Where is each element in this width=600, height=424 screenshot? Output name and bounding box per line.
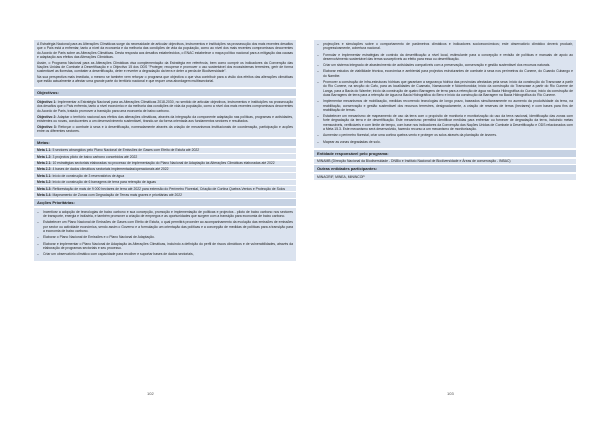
objectives-header: Objectivos: bbox=[34, 89, 296, 96]
left-page bbox=[34, 40, 296, 263]
action-item: – Aumentar o perímetro florestal, criar uma cortina quebra-vento e proteger os solos através da plantação de árvores. bbox=[317, 133, 573, 137]
entity-value: MINAMB (Direcção Nacional da Biodiversidade - DNBio e Instituto Nacional de Biodiversidade e Áreas de conservação - INBAC) bbox=[314, 159, 576, 164]
action-item: – Criar um sistema integrado de abastecimento de actividades compatíveis com a preservação, conservação e gestão sustentável dos recursos naturais. bbox=[317, 63, 573, 67]
meta-row: Meta 3.2: Início de construção de 6 barragens de terra para retenção de águas bbox=[34, 180, 296, 185]
meta-row: Meta 3.3: Reflorestação de mais de 9 000 hectares de terra até 2022 para extensão do Perímetro Florestal, Criação de Cortina Quebra-Ventos e Protecção de Solos bbox=[34, 186, 296, 191]
meta-row: Meta 2.1: 10 estratégias sectoriais elaboradas no processo de implementação do Plano Nacional de Adaptação às Alterações Climáticas elaboradas até 2022 bbox=[34, 161, 296, 166]
intro-paragraph-2: Assim, o Programa Nacional para as Alterações Climáticas visa complementação da Estratégia em referência, bem como cumprir os indicadores da Convenção das Nações Unidas de Combate à Desertificação e o Objectivo 15 dos ODS "Proteger, recuperar e promover o uso sustentável dos ecossistemas terrestres, gerir de forma sustentável as florestas, combater a desertificação, deter e reverter a degradação da terra e deter a perda de Biodiversidade". bbox=[37, 60, 293, 74]
meta-row: Meta 3.4: Mapeamento de Zonas com Degradação de Terras mais graves e prioritárias até 2022 bbox=[34, 192, 296, 197]
participants-header: Outras entidades participantes: bbox=[314, 165, 576, 172]
objective-item: Objectivo 2: Adaptar o território nacional aos efeitos das alterações climáticas, através da integração da componente adaptação nas políticas, programas e actividades, existentes ou novas, conducentes a um desenvolvimento sustentável, tirando-se da forma orientada aos fundamentos sectores e resultados. bbox=[37, 114, 293, 123]
actions-header: Acções Prioritárias: bbox=[34, 199, 296, 206]
intro-paragraph-1: A Estratégia Nacional para as Alterações Climáticas surge da necessidade de articular objectivos, instrumentos e instituições na prossecução dos mais recentes desafios que o País está a enfrentar, tanto a nível da economia e da melhoria das condições de vida da população, como ao nível dos mais recentes compromissos decorrentes do Acordo de Paris sobre as Alterações Climáticas. Desta resposta aos desafios estabelecidos, o ENAC estabelece o mapa político nacional para a mitigação das causas e adaptação aos efeitos das Alterações Climáticas. bbox=[37, 42, 293, 59]
action-item: – Mapear as zonas degradadas de solo. bbox=[317, 140, 573, 144]
action-item: – Estabelecer um Plano Nacional de Emissões de Gases com Efeito de Estufa, o qual permitirá proceder ao acompanhamento da evolução das emissões de emissões por sector ou actividade económica, sendo assim o Governo e a formulação um orientação das políticas e a concepção de medidas de políticas para a transição para a economia de baixo carbono. bbox=[37, 220, 293, 233]
page-number-left: 102 bbox=[147, 391, 154, 396]
participants-value: MINAGRIF, MINEA, MININCOP bbox=[314, 174, 576, 179]
action-item: – Formular e implementar estratégias de controlo da desertificação a nível local, estimulante para a concepção e revisão de políticas e manuais de apoio ao desenvolvimento sustentável das terras susceptíveis ao efeito para essa ou desertificação. bbox=[317, 53, 573, 62]
objective-item: Objectivo 3: Reforçar o combate à seca e à desertificação, nomeadamente através da criação de mecanismos institucionais de coordenação, participação e acções entre os diferentes sectores. bbox=[37, 124, 293, 133]
action-item: – Incentivar a adopção de tecnologias de baixo carbono e sua concepção, promoção e implementação de políticas e projectos - piloto de baixo carbono nos sectores de transporte, energia e indústria, e também promover a criação de empregos e as oportunidades que surgem com a transição para economia de baixo carbono. bbox=[37, 210, 293, 219]
actions-block-left bbox=[34, 208, 296, 261]
meta-row: Meta 3.1: Início de construção de 3 reservatórios de água bbox=[34, 173, 296, 178]
page-number-right: 103 bbox=[447, 391, 454, 396]
objective-item: Objectivo 1: Implementar a Estratégia Nacional para as Alterações Climáticas 2018-2030, no sentido de articular objectivos, instrumentos e instituições na prossecução dos desafios que o País enfrenta, tanto a nível económico e da melhoria das condições de vida da população, como a nível dos mais recentes compromissos decorrentes do Acordo de Paris, tratado promover a transição para uma economia de baixo carbono. bbox=[37, 100, 293, 113]
actions-block-right bbox=[314, 40, 576, 148]
action-item: – Elaborar estudos de viabilidade técnica, económica e ambiental para projectos estruturantes de combate à seca nos perímetros do Cunene, do Cuando Cubango e do Namibe. bbox=[317, 69, 573, 78]
meta-row: Meta 2.2: 4 bases de dados climáticos sectoriais implementadas/operacionais até 2022 bbox=[34, 167, 296, 172]
objectives-block bbox=[34, 98, 296, 137]
metas-header: Metas: bbox=[34, 139, 296, 146]
meta-row: Meta 1.1: 5 sectores abrangidos pelo Plano Nacional de Emissões de Gases com Efeito de Estufa até 2022 bbox=[34, 148, 296, 153]
action-item: – Implementar mecanismos de mobilização, medidas recorrendo tecnologias de longo prazo, baseados simultaneamente no aumento da produtividade da terra, na reabilitação, conservação e gestão sustentável dos recursos terrestres, designadamente, a criação de reservas de terras (hectares) e com bases para fins de reabilitação de terras. bbox=[317, 99, 573, 112]
entity-header: Entidade responsável pelo programa: bbox=[314, 150, 576, 157]
intro-paragraph-3: Na sua perspectiva mais imediata, o mesmo se também vem reforçar o programa que objectiva o que visa contribuir para a visão dos efeitos das alterações climáticas que estão actualmente a afectar uma grande parte do território nacional e que requer uma abordagem multissectorial. bbox=[37, 75, 293, 84]
action-item: – Elaborar e implementar o Plano Nacional de Adaptação às Alterações Climáticas, incluindo a definição do perfil de riscos climáticos e de vulnerabilidades, através da elaboração de programas sectoriais e seu processo. bbox=[37, 242, 293, 251]
action-item: – Elaborar o Plano Nacional de Emissões e o Plano Nacional de Adaptação. bbox=[37, 235, 293, 239]
right-page bbox=[314, 40, 576, 181]
action-item: – Criar um observatório climático com capacidade para recolher e suportar bases de dados sectoriais, bbox=[37, 252, 293, 256]
intro-block bbox=[34, 40, 296, 87]
action-item: – Promover a construção de infra-estruturas hídricas que garantam a segurança hídrica das províncias afectadas pela seca: início da construção do Transvase a partir do Rio Cunene, na secção do Cafu, para as localidades de Cuamato, Namacunde e Ndombondola; início da construção do Transvase a partir do Rio Cunene de Langa, para a Bacia do Wambe; início da construção de quatro Barragens de terra para a retenção de água na Bacia Hidrográfica do Curoca; início da construção de duas Barragens de terra para a retenção de água na Bacia Hidrográfica do Bero e início da construção da Barragem na Bacia Hidrográfica do Rio Cunene. bbox=[317, 80, 573, 97]
action-item: – projecções e simulações sobre o comportamento de parâmetros climáticos e indicadores socioeconómicos; este observatório climático deverá produzir, progressivamente, cobertura nacional. bbox=[317, 42, 573, 51]
meta-row: Meta 1.2: 3 projectos piloto de baixo carbono concebidos até 2022 bbox=[34, 154, 296, 159]
action-item: – Estabelecer um mecanismo de mapeamento de uso da terra com o propósito de monitoria e monitorização do uso da terra nacional, identificação das zonas com forte degradação da terra e de desertificação. Este mecanismo permitirá identificar medidas para enfrentar ou fornecer de degradação da terra, incluindo metas mensuráveis, verificáveis e com limite de tempo, com base nos indicadores da Convenção das Nações Unidas de Combate à Desertificação e ODS relacionados com a Meta 15.3. Este mecanismo será desenvolvido, fazendo recurso a um mecanismo de monitorização. bbox=[317, 114, 573, 131]
